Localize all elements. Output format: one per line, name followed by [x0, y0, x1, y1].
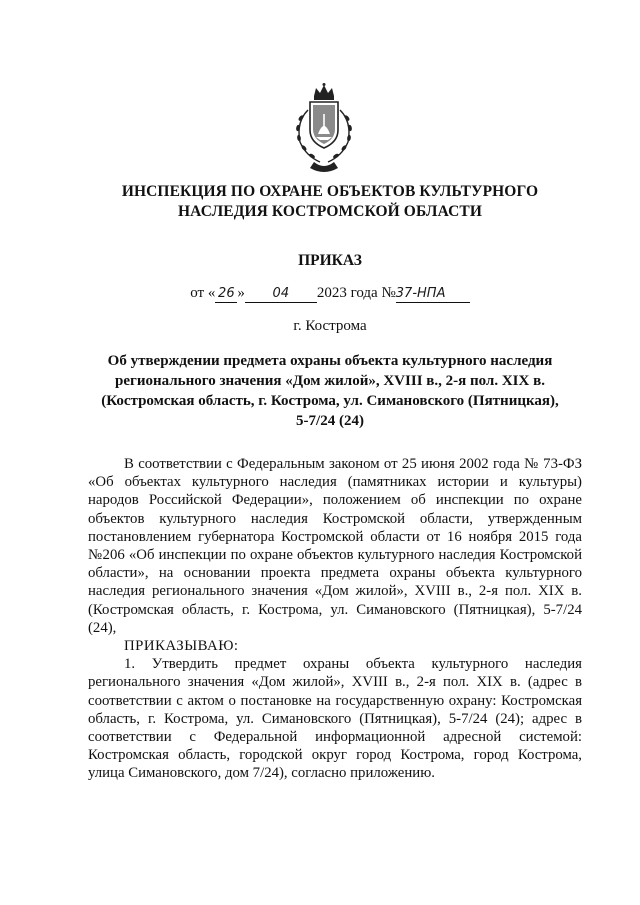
order-number-handwritten: 37-НПА	[395, 286, 446, 301]
date-day-handwritten: 26	[218, 286, 235, 301]
organization-line-1: ИНСПЕКЦИЯ ПО ОХРАНЕ ОБЪЕКТОВ КУЛЬТУРНОГО	[121, 183, 539, 200]
date-year-text: 2023 года №	[316, 285, 396, 301]
date-day-close: »	[237, 285, 245, 301]
organization-name	[60, 182, 600, 222]
date-day-field	[215, 285, 237, 303]
document-subject-heading: Об утверждении предмета охраны объекта культурного наследия регионального значения «Дом жилой», XVIII в., 2-я пол. XIX в. (Костромская область, г. Кострома, ул. Симановского (Пятницкая), 5-7/24 (24)	[101, 353, 559, 429]
preamble-paragraph: В соответствии с Федеральным законом от 25 июня 2002 года № 73-ФЗ «Об объектах культурного наследия (памятниках истории и культуры) народов Российской Федерации», положением об инспекции по охране объектов культурного наследия Костромской области, утвержденным постановлением губернатора Костромской области от 16 ноября 2015 года №206 «Об инспекции по охране объектов культурного наследия Костромской области», на основании проекта предмета охраны объекта культурного наследия регионального значения «Дом жилой», XVIII в., 2-я пол. XIX в. (Костромская область, г. Кострома, ул. Симановского (Пятницкая), 5-7/24 (24),	[88, 456, 582, 636]
date-number-line	[60, 283, 600, 303]
coat-of-arms-emblem	[286, 82, 362, 174]
document-body	[88, 455, 582, 783]
order-item-1: 1. Утвердить предмет охраны объекта культурного наследия регионального значения «Дом жилой», XVIII в., 2-я пол. XIX в. (адрес в соответствии с актом о постановке на государственную охрану: Костромская область, г. Кострома, ул. Симановского (Пятницкая), 5-7/24 (24); адрес в соответствии с Федеральной информационной адресной системой: Костромская область, городской округ город Кострома, город Кострома, улица Симановского, дом 7/24), согласно приложению.	[88, 656, 582, 782]
document-type-title: ПРИКАЗ	[298, 252, 362, 269]
city-line: г. Кострома	[293, 318, 367, 334]
date-month-field	[245, 285, 317, 303]
date-month-handwritten: 04	[272, 286, 290, 301]
order-word: ПРИКАЗЫВАЮ:	[124, 638, 239, 655]
order-number-field	[396, 285, 470, 303]
organization-line-2: НАСЛЕДИЯ КОСТРОМСКОЙ ОБЛАСТИ	[178, 203, 482, 220]
date-prefix: от «	[190, 285, 216, 301]
